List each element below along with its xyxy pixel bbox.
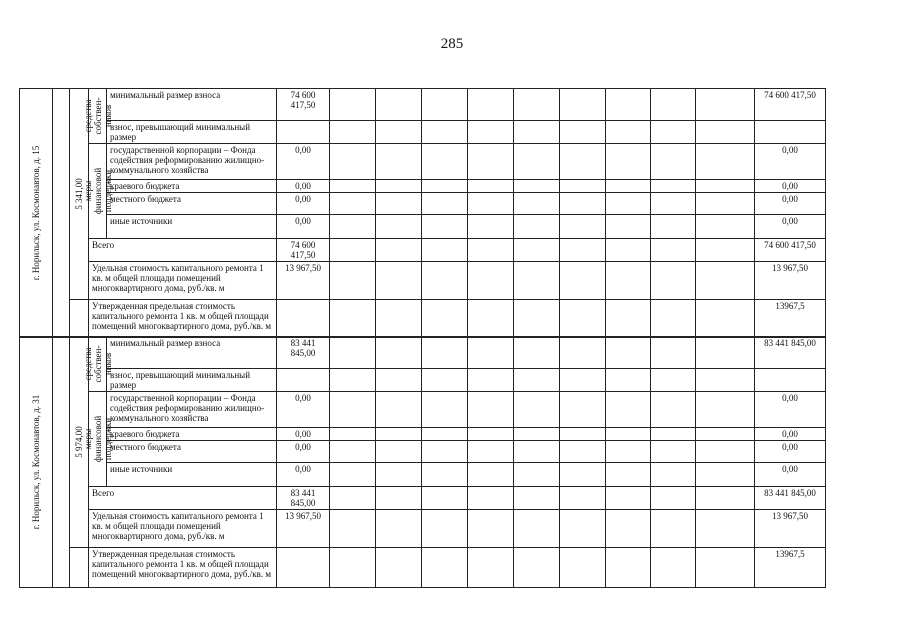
row-label: краевого бюджета [107,428,277,441]
total-cell: 83 441 845,00 [755,337,826,369]
empty-cell [70,300,89,338]
row-label: местного бюджета [107,193,277,215]
table-row [20,121,826,144]
total-cell: 0,00 [755,463,826,487]
area-value: 5 341,00 [74,178,84,210]
empty-cell [70,548,89,588]
empty-cell [53,337,70,588]
table-row [20,441,826,463]
table-row [20,239,826,262]
table-row [20,193,826,215]
total-cell: 0,00 [755,193,826,215]
row-label: Утвержденная предельная стоимость капитального ремонта 1 кв. м общей площади помещений многоквартирного дома, руб./кв. м [89,548,277,588]
total-cell: 0,00 [755,441,826,463]
value-cell: 13 967,50 [277,262,330,300]
table-row [20,215,826,239]
owners-group-label: средства собствен-ников [82,345,113,383]
value-cell: 0,00 [277,463,330,487]
row-label: взнос, превышающий минимальный размер [107,369,277,392]
support-group-label: меры финансовой поддержки [82,415,113,463]
total-cell: 0,00 [755,180,826,193]
address-cell [20,89,53,338]
address-block [19,88,825,334]
row-label: Удельная стоимость капитального ремонта 1 кв. м общей площади помещений многоквартирного дома, руб./кв. м [89,262,277,300]
table-row [20,510,826,548]
total-cell: 0,00 [755,428,826,441]
value-cell: 13 967,50 [277,510,330,548]
row-label: минимальный размер взноса [107,337,277,369]
row-label: местного бюджета [107,441,277,463]
total-cell: 0,00 [755,392,826,428]
total-cell: 13967,5 [755,300,826,338]
table-row [20,487,826,510]
total-cell: 13 967,50 [755,510,826,548]
value-cell: 0,00 [277,144,330,180]
table-row [20,300,826,338]
funding-table [19,88,826,338]
row-label: иные источники [107,463,277,487]
table-row [20,392,826,428]
total-cell: 83 441 845,00 [755,487,826,510]
value-cell: 0,00 [277,215,330,239]
total-cell: 0,00 [755,144,826,180]
owners-group-label: средства собствен-ников [82,97,113,135]
value-cell: 0,00 [277,180,330,193]
page-number: 285 [440,36,464,52]
row-label: государственной корпорации – Фонда содействия реформированию жилищно-коммунального хозяйства [107,144,277,180]
total-cell: 74 600 417,50 [755,239,826,262]
value-cell: 74 600 417,50 [277,89,330,121]
value-cell: 0,00 [277,392,330,428]
address-label: г. Норильск, ул. Космонавтов, д. 15 [31,145,41,281]
row-label: государственной корпорации – Фонда содействия реформированию жилищно-коммунального хозяйства [107,392,277,428]
row-label: краевого бюджета [107,180,277,193]
table-row [20,369,826,392]
address-cell [20,337,53,588]
value-cell: 83 441 845,00 [277,337,330,369]
support-group-label: меры финансовой поддержки [82,167,113,215]
table-row [20,262,826,300]
row-label: взнос, превышающий минимальный размер [107,121,277,144]
empty-cell [53,89,70,338]
row-label: минимальный размер взноса [107,89,277,121]
table-row [20,463,826,487]
row-label: Всего [89,487,277,510]
row-label: иные источники [107,215,277,239]
total-cell: 13967,5 [755,548,826,588]
table-row [20,548,826,588]
row-label: Всего [89,239,277,262]
row-label: Утвержденная предельная стоимость капитального ремонта 1 кв. м общей площади помещений многоквартирного дома, руб./кв. м [89,300,277,338]
address-block [19,336,825,585]
funding-table [19,336,826,588]
owners-group-cell [82,89,113,144]
value-cell: 0,00 [277,428,330,441]
row-label: Удельная стоимость капитального ремонта 1 кв. м общей площади помещений многоквартирного дома, руб./кв. м [89,510,277,548]
table-row [20,337,826,369]
address-label: г. Норильск, ул. Космонавтов, д. 31 [31,394,41,530]
value-cell: 83 441 845,00 [277,487,330,510]
total-cell: 0,00 [755,215,826,239]
total-cell: 74 600 417,50 [755,89,826,121]
table-row [20,89,826,121]
owners-group-cell [82,337,113,392]
table-row [20,180,826,193]
value-cell: 74 600 417,50 [277,239,330,262]
value-cell: 0,00 [277,441,330,463]
table-row [20,428,826,441]
support-group-cell [82,392,113,487]
table-row [20,144,826,180]
value-cell: 0,00 [277,193,330,215]
total-cell: 13 967,50 [755,262,826,300]
area-value: 5 974,00 [74,426,84,458]
support-group-cell [82,144,113,239]
